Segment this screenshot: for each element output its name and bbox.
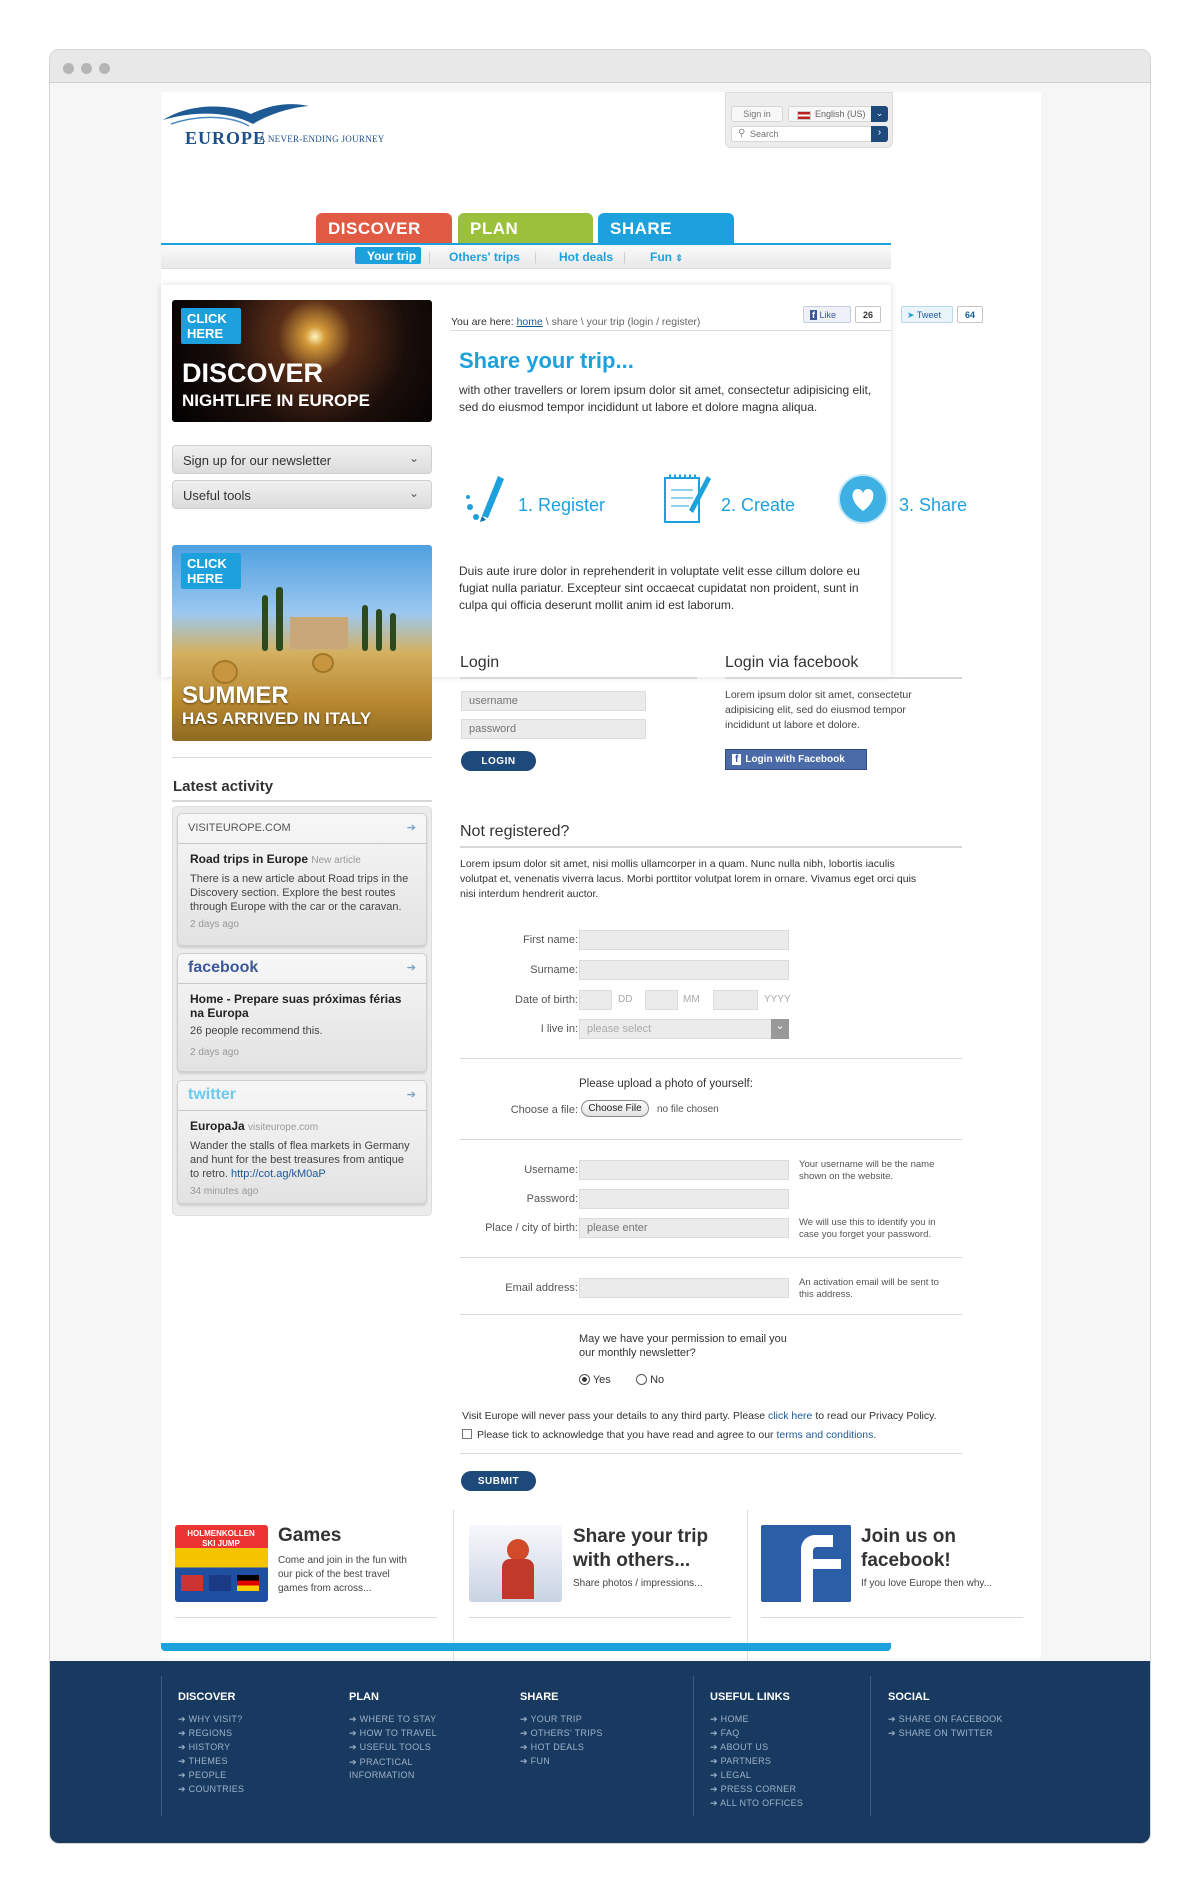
dob-year-label: YYYY xyxy=(764,994,791,1005)
card-title xyxy=(190,1119,414,1135)
dob-year-input[interactable] xyxy=(713,990,758,1010)
skier-icon xyxy=(502,1559,534,1599)
divider xyxy=(460,1314,962,1315)
share-arrow-icon[interactable]: ➔ xyxy=(406,962,416,974)
tweet-link[interactable]: http://cot.ag/kM0aP xyxy=(230,1168,326,1180)
tweet-count: 64 xyxy=(957,306,983,323)
language-select[interactable] xyxy=(788,106,888,122)
register-text: Lorem ipsum dolor sit amet, nisi mollis ullamcorper in a quam. Nunc nulla nibh, lobortis iaculis volutpat et, venenatis viverra lacus. Morbi porttitor volutpat lorem in ornare. Vivamus eget orci quis nisi interdum hendrerit auctor. xyxy=(460,858,917,900)
footer-separator xyxy=(870,1676,871,1816)
games-thumbnail[interactable] xyxy=(175,1525,268,1602)
footer-link[interactable]: ➔ ALL NTO OFFICES xyxy=(710,1798,804,1808)
footer-link[interactable]: ➔ PARTNERS xyxy=(710,1756,772,1766)
divider xyxy=(725,677,962,679)
updown-icon: ⇕ xyxy=(675,253,683,263)
footer-link[interactable]: ➔ FUN xyxy=(520,1756,551,1766)
footer-title-share: SHARE xyxy=(520,1691,559,1703)
window-dot-icon[interactable] xyxy=(99,63,110,74)
banner-title: DISCOVER xyxy=(182,358,324,388)
norway-flag-icon xyxy=(181,1575,203,1591)
activity-card[interactable] xyxy=(177,813,427,946)
place-hint: We will use this to identify you in case you forget your password. xyxy=(799,1217,936,1240)
register-password-input[interactable] xyxy=(579,1189,789,1209)
footer-link[interactable]: ➔ PEOPLE xyxy=(178,1770,227,1780)
radio-checked-icon xyxy=(579,1374,590,1385)
facebook-like-button[interactable] xyxy=(803,306,851,323)
window-dot-icon[interactable] xyxy=(63,63,74,74)
farmhouse-icon xyxy=(290,617,348,649)
username-label: Username: xyxy=(524,1164,578,1176)
divider xyxy=(460,1257,962,1258)
search-input[interactable] xyxy=(750,128,868,140)
newsletter-no-radio[interactable] xyxy=(636,1374,664,1386)
nightlife-banner[interactable] xyxy=(172,300,432,422)
country-select[interactable] xyxy=(579,1019,789,1039)
privacy-text-post: to read our Privacy Policy. xyxy=(815,1410,937,1422)
footer-link[interactable]: ➔ PRACTICAL INFORMATION xyxy=(349,1757,415,1780)
footer-link-label: FUN xyxy=(530,1756,551,1766)
breadcrumb-path: \ share \ your trip (login / register) xyxy=(545,316,701,328)
card-text-body: Wander the stalls of flea markets in Germany and hunt for the best treasures from antique to retro. xyxy=(190,1140,410,1180)
footer-link-label: SHARE ON FACEBOOK xyxy=(898,1714,1003,1724)
step-register: 1. Register xyxy=(518,495,606,515)
card-time: 2 days ago xyxy=(190,1047,239,1058)
login-title: Login xyxy=(460,654,500,671)
surname-input[interactable] xyxy=(579,960,789,980)
country-label: I live in: xyxy=(540,1023,578,1035)
activity-card[interactable] xyxy=(177,953,427,1072)
breadcrumb xyxy=(451,316,700,328)
footer-link[interactable]: ➔ USEFUL TOOLS xyxy=(349,1742,432,1752)
facebook-join-text: If you love Europe then why... xyxy=(861,1578,993,1589)
footer-separator xyxy=(693,1676,694,1816)
privacy-link[interactable]: click here xyxy=(768,1410,813,1422)
divider xyxy=(469,1617,731,1618)
email-label: Email address: xyxy=(505,1282,578,1294)
tab-share[interactable]: SHARE xyxy=(598,213,734,243)
games-text: Come and join in the fun with our pick of the best travel games from across... xyxy=(278,1555,407,1594)
chevron-down-icon: ⌄ xyxy=(408,451,419,465)
breadcrumb-home-link[interactable]: home xyxy=(516,316,543,328)
card-tag: New article xyxy=(311,855,361,866)
radio-unchecked-icon xyxy=(636,1374,647,1385)
footer-link-label: YOUR TRIP xyxy=(530,1714,583,1724)
top-controls xyxy=(725,92,893,148)
card-title xyxy=(190,852,414,868)
card-title: Home - Prepare suas próximas férias na Europa xyxy=(190,992,402,1020)
twitter-logo: twitter xyxy=(188,1086,236,1103)
footer-link-label: COUNTRIES xyxy=(188,1784,245,1794)
card-title-text: EuropaJa xyxy=(190,1119,245,1133)
footer-link[interactable]: ➔ SHARE ON TWITTER xyxy=(888,1728,993,1738)
footer-link[interactable]: ➔ FAQ xyxy=(710,1728,740,1738)
hay-bale-icon xyxy=(212,660,238,684)
card-time: 34 minutes ago xyxy=(190,1186,259,1197)
browser-titlebar xyxy=(50,50,1150,83)
footer-link-label: PEOPLE xyxy=(188,1770,227,1780)
card-text: There is a new article about Road trips in the Discovery section. Explore the best routes through Europe with the car or the caravan. xyxy=(190,873,409,913)
games-thumbnail-label: HOLMENKOLLEN SKI JUMP xyxy=(187,1529,255,1548)
footer-title-useful-links: USEFUL LINKS xyxy=(710,1691,790,1703)
pen-register-icon xyxy=(464,470,508,524)
choose-file-label: Choose a file: xyxy=(510,1104,578,1116)
username-input[interactable] xyxy=(461,691,646,711)
share-trip-text: Share photos / impressions... xyxy=(573,1578,703,1589)
dob-label: Date of birth: xyxy=(515,994,578,1006)
description-text: Duis aute irure dolor in reprehenderit in voluptate velit esse cillum dolore eu fugiat nulla pariatur. Excepteur sint occaecat cupidatat non proident, sunt in culpa qui officia deserunt mollit anim id est laborum. xyxy=(459,564,860,612)
cypress-tree-icon xyxy=(276,587,283,651)
card-body xyxy=(178,1111,426,1207)
subnav-separator: | xyxy=(428,250,432,264)
italy-banner[interactable] xyxy=(172,545,432,741)
chevron-down-icon: ⌄ xyxy=(408,486,419,500)
footer-link-label: THEMES xyxy=(188,1756,228,1766)
footer-link-label: HISTORY xyxy=(188,1742,231,1752)
share-arrow-icon[interactable]: ➔ xyxy=(406,1089,416,1101)
card-text: 26 people recommend this. xyxy=(190,1025,323,1037)
facebook-f-icon: f xyxy=(732,754,741,765)
step-share: 3. Share xyxy=(899,495,968,515)
radio-no-label: No xyxy=(650,1374,665,1386)
place-of-birth-input[interactable] xyxy=(579,1218,789,1238)
card-source: VISITEUROPE.COM xyxy=(188,822,291,834)
footer-link[interactable]: ➔ REGIONS xyxy=(178,1728,233,1738)
footer-separator xyxy=(161,1676,162,1816)
content-bottom-bar xyxy=(161,1643,891,1651)
terms-text: Please tick to acknowledge that you have read and agree to our xyxy=(477,1429,774,1441)
facebook-login-button[interactable] xyxy=(725,749,867,770)
subnav-separator: | xyxy=(534,250,538,264)
logo-tagline: A NEVER-ENDING JOURNEY xyxy=(259,134,385,144)
footer-link[interactable]: ➔ OTHERS' TRIPS xyxy=(520,1728,603,1738)
upload-prompt: Please upload a photo of yourself: xyxy=(579,1078,753,1090)
footer-link[interactable]: ➔ THEMES xyxy=(178,1756,228,1766)
banner-title: SUMMER xyxy=(182,682,289,709)
search-box xyxy=(731,126,888,142)
choose-file-button[interactable]: Choose File xyxy=(581,1100,649,1117)
card-header xyxy=(178,814,426,844)
card-tag: visiteurope.com xyxy=(248,1122,319,1133)
email-input[interactable] xyxy=(579,1278,789,1298)
facebook-f-icon: f xyxy=(812,310,815,320)
password-input[interactable] xyxy=(461,719,646,739)
footer-link-label: USEFUL TOOLS xyxy=(359,1742,432,1752)
footer-link-label: PARTNERS xyxy=(720,1756,772,1766)
language-label: English (US) xyxy=(815,109,866,119)
sign-in-button[interactable]: Sign in xyxy=(731,106,783,122)
search-icon: ⚲ xyxy=(738,128,746,139)
footer-link-label: LEGAL xyxy=(720,1770,752,1780)
intro-text: with other travellers or lorem ipsum dolor sit amet, consectetur adipisicing elit, sed do eiusmod tempor incididunt ut labore et dolore magna aliqua. xyxy=(459,383,872,414)
subnav-hot-deals[interactable]: Hot deals xyxy=(559,250,614,264)
notepad-create-icon xyxy=(661,470,713,526)
bird-icon: ➤ xyxy=(907,310,915,320)
footer-link-label: REGIONS xyxy=(188,1728,233,1738)
facebook-join-title: Join us on facebook! xyxy=(861,1526,956,1571)
subnav-others-trips[interactable]: Others' trips xyxy=(449,250,520,264)
page-content xyxy=(161,92,1041,1658)
footer-link-label: HOW TO TRAVEL xyxy=(359,1728,437,1738)
card-header xyxy=(178,1081,426,1111)
facebook-login-label: Login with Facebook xyxy=(745,754,845,765)
f-letter-cut xyxy=(813,1547,851,1602)
footer-link[interactable]: ➔ HOW TO TRAVEL xyxy=(349,1728,437,1738)
card-title-text: Road trips in Europe xyxy=(190,852,309,866)
footer-title-plan: PLAN xyxy=(349,1691,379,1703)
wings-icon xyxy=(161,98,311,130)
person-icon xyxy=(507,1539,529,1561)
footer-link[interactable]: ➔ PRESS CORNER xyxy=(710,1784,797,1794)
card-time: 2 days ago xyxy=(190,919,239,930)
dob-month-input[interactable] xyxy=(645,990,678,1010)
newsletter-dropdown-label: Sign up for our newsletter xyxy=(183,453,332,468)
register-title: Not registered? xyxy=(460,823,570,840)
cypress-tree-icon xyxy=(362,605,368,651)
dob-month-label: MM xyxy=(683,994,700,1005)
footer-link-label: OTHERS' TRIPS xyxy=(530,1728,603,1738)
subnav-separator: | xyxy=(623,250,627,264)
no-file-text: no file chosen xyxy=(657,1104,719,1115)
username-hint: Your username will be the name shown on the website. xyxy=(799,1159,935,1182)
first-name-label: First name: xyxy=(522,934,578,946)
footer-link-label: ALL NTO OFFICES xyxy=(720,1798,804,1808)
divider xyxy=(460,846,962,848)
heart-share-icon xyxy=(837,473,889,525)
password-label: Password: xyxy=(526,1193,578,1205)
share-arrow-icon[interactable]: ➔ xyxy=(406,822,416,834)
facebook-login-text: Lorem ipsum dolor sit amet, consectetur adipisicing elit, sed do eiusmod tempor incididunt ut labore et dolore. xyxy=(725,689,912,731)
subnav-fun-label: Fun xyxy=(650,250,672,264)
tweet-button[interactable] xyxy=(901,306,953,323)
terms-row: Please tick to acknowledge that you have read and agree to our terms and conditions. xyxy=(462,1429,876,1441)
cypress-tree-icon xyxy=(390,613,396,651)
footer-title-discover: DISCOVER xyxy=(178,1691,236,1703)
divider xyxy=(172,800,432,802)
register-username-input[interactable] xyxy=(579,1160,789,1180)
footer-link[interactable]: ➔ WHERE TO STAY xyxy=(349,1714,437,1724)
share-trip-title: Share your trip with others... xyxy=(573,1526,709,1571)
divider xyxy=(451,330,891,331)
footer-link-label: WHERE TO STAY xyxy=(359,1714,437,1724)
cypress-tree-icon xyxy=(262,595,268,651)
divider xyxy=(172,757,432,758)
f-letter-bar xyxy=(801,1559,841,1569)
chevron-down-icon[interactable]: ⌄ xyxy=(871,106,888,122)
subnav-bar xyxy=(161,243,891,269)
card-body xyxy=(178,844,426,940)
footer-link-label: FAQ xyxy=(720,1728,740,1738)
us-flag-icon xyxy=(797,111,811,120)
divider xyxy=(460,1058,962,1059)
activity-card[interactable] xyxy=(177,1080,427,1204)
place-of-birth-label: Place / city of birth: xyxy=(485,1222,578,1234)
like-label: Like xyxy=(819,310,837,320)
email-hint: An activation email will be sent to this address. xyxy=(799,1277,939,1300)
card-body xyxy=(178,984,426,1068)
footer-link[interactable]: ➔ SHARE ON FACEBOOK xyxy=(888,1714,1003,1724)
footer-link-label: HOT DEALS xyxy=(530,1742,585,1752)
facebook-login-title: Login via facebook xyxy=(725,654,859,671)
divider xyxy=(460,677,697,679)
share-trip-thumbnail[interactable] xyxy=(469,1525,562,1602)
footer-link[interactable]: ➔ YOUR TRIP xyxy=(520,1714,583,1724)
divider xyxy=(460,1139,962,1140)
facebook-logo: facebook xyxy=(188,959,259,976)
newsletter-yes-radio[interactable] xyxy=(579,1374,611,1386)
footer-link-label: PRACTICAL INFORMATION xyxy=(349,1757,415,1780)
subnav-fun[interactable] xyxy=(650,250,683,264)
footer-link-label: HOME xyxy=(720,1714,749,1724)
first-name-input[interactable] xyxy=(579,930,789,950)
card-header xyxy=(178,954,426,984)
step-create: 2. Create xyxy=(721,495,796,515)
footer-link[interactable]: ➔ LEGAL xyxy=(710,1770,752,1780)
window-dot-icon[interactable] xyxy=(81,63,92,74)
games-title: Games xyxy=(278,1525,342,1546)
logo[interactable] xyxy=(161,98,391,148)
terms-link[interactable]: terms and conditions xyxy=(776,1429,874,1441)
country-select-value: please select xyxy=(587,1023,652,1035)
banner-subtitle: NIGHTLIFE IN EUROPE xyxy=(182,391,370,410)
banner-subtitle: HAS ARRIVED IN ITALY xyxy=(182,709,372,728)
surname-label: Surname: xyxy=(530,964,578,976)
footer-link-label: PRESS CORNER xyxy=(720,1784,797,1794)
footer-link[interactable]: ➔ HOME xyxy=(710,1714,749,1724)
logo-word: EUROPE xyxy=(185,128,267,148)
footer-link[interactable]: ➔ ABOUT US xyxy=(710,1742,769,1752)
like-count: 26 xyxy=(855,306,881,323)
chevron-down-icon: ⌄ xyxy=(771,1019,789,1039)
footer-link[interactable]: ➔ COUNTRIES xyxy=(178,1784,245,1794)
useful-tools-dropdown[interactable] xyxy=(172,480,432,509)
banner-cta: CLICK HERE xyxy=(181,553,241,589)
uk-flag-icon xyxy=(209,1575,231,1591)
dob-day-input[interactable] xyxy=(579,990,612,1010)
newsletter-question: May we have your permission to email you our monthly newsletter? xyxy=(579,1333,787,1359)
footer-link[interactable]: ➔ HISTORY xyxy=(178,1742,231,1752)
cypress-tree-icon xyxy=(376,609,382,651)
germany-flag-icon xyxy=(237,1575,259,1591)
newsletter-dropdown[interactable] xyxy=(172,445,432,474)
privacy-text xyxy=(462,1410,937,1422)
useful-tools-dropdown-label: Useful tools xyxy=(183,488,251,503)
divider xyxy=(761,1617,1023,1618)
hay-bale-icon xyxy=(312,653,334,673)
footer-link[interactable]: ➔ WHY VISIT? xyxy=(178,1714,243,1724)
search-submit-icon[interactable]: › xyxy=(871,126,888,142)
submit-button[interactable]: SUBMIT xyxy=(461,1471,536,1491)
divider xyxy=(460,1453,962,1454)
subnav-your-trip[interactable]: Your trip xyxy=(367,249,417,263)
browser-window xyxy=(49,49,1151,1844)
tweet-label: Tweet xyxy=(916,310,941,320)
page-title: Share your trip... xyxy=(459,348,634,373)
radio-yes-label: Yes xyxy=(592,1374,611,1386)
footer-title-social: SOCIAL xyxy=(888,1691,930,1703)
tab-plan[interactable]: PLAN xyxy=(458,213,593,243)
footer-link-label: SHARE ON TWITTER xyxy=(898,1728,993,1738)
login-button[interactable]: LOGIN xyxy=(461,751,536,771)
footer-link[interactable]: ➔ HOT DEALS xyxy=(520,1742,585,1752)
facebook-big-icon[interactable] xyxy=(761,1525,851,1602)
privacy-text-pre: Visit Europe will never pass your details to any third party. Please xyxy=(462,1410,766,1422)
tab-discover[interactable]: DISCOVER xyxy=(316,213,452,243)
latest-activity-title: Latest activity xyxy=(173,778,274,795)
card-text xyxy=(190,1139,414,1181)
footer-link-label: WHY VISIT? xyxy=(188,1714,243,1724)
breadcrumb-prefix: You are here: xyxy=(451,316,514,328)
terms-checkbox[interactable] xyxy=(462,1429,472,1439)
divider xyxy=(175,1617,437,1618)
banner-cta: CLICK HERE xyxy=(181,308,241,344)
footer-link-label: ABOUT US xyxy=(720,1742,769,1752)
dob-day-label: DD xyxy=(618,994,633,1005)
